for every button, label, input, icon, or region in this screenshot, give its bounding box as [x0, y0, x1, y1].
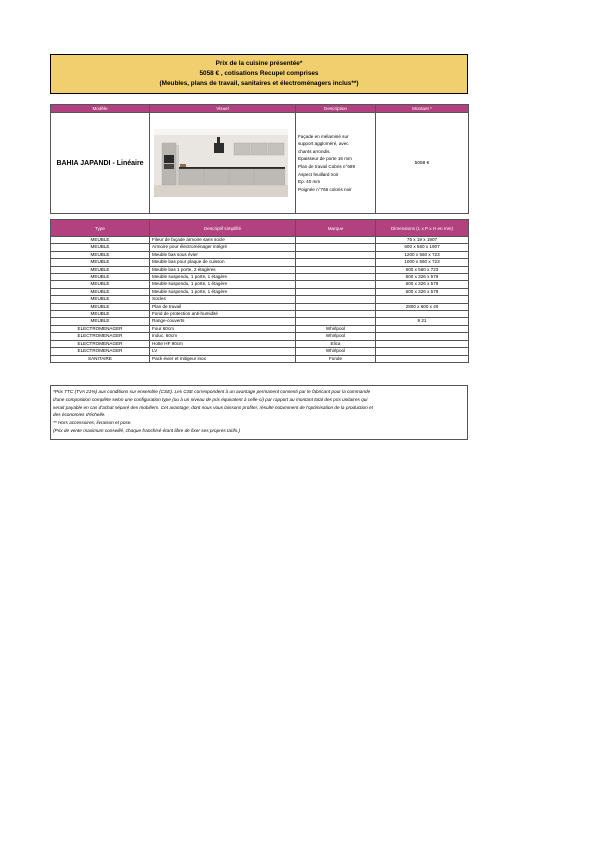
row-desc: Induc. 60cm: [150, 333, 296, 340]
row-brand: [296, 274, 376, 281]
table-row: [51, 355, 469, 362]
table-row: [51, 303, 469, 310]
banner-line-1: Prix de la cuisine présentée*: [215, 60, 303, 67]
row-dims: 9 21: [376, 318, 469, 325]
row-desc: Meuble suspendu, 1 porte, 1 étagère: [150, 281, 296, 288]
footnote-line: *Prix TTC (TVA 21%) aux conditions sur ensemble (CSE). Les CSE correspondent à un avantage permanent consenti par le fabricant pour la commande: [53, 389, 371, 394]
footnote-line: des économies d'échelle.: [53, 412, 106, 418]
row-brand: [296, 237, 376, 244]
row-type: ELECTROMENAGER: [51, 325, 150, 332]
row-brand: Fonde: [296, 355, 376, 362]
footnotes: [50, 385, 468, 440]
row-dims: [376, 325, 469, 332]
row-type: MEUBLE: [51, 266, 150, 273]
desc-line: Ep. 40 mm: [298, 179, 321, 185]
table-row: [51, 348, 469, 355]
header-dimensions: Dimensions (L x P x H en mm): [376, 220, 469, 237]
header-description: Description: [296, 105, 376, 113]
row-type: MEUBLE: [51, 281, 150, 288]
amount-value: 5058 €: [376, 113, 469, 214]
table-row: [51, 237, 469, 244]
banner-line-3: (Meubles, plans de travail, sanitaires et électroménagers inclus**): [159, 80, 359, 87]
desc-line: Poignée n°766 coloris noir: [298, 186, 352, 192]
table-row: [51, 340, 469, 347]
desc-line: Epaisseur de porte 16 mm: [298, 156, 352, 162]
row-desc: Plan de travail: [150, 303, 296, 310]
row-desc: Meuble suspendu, 1 porte, 1 étagère: [150, 274, 296, 281]
row-desc: Meuble bas sous évier: [150, 251, 296, 258]
table-row: [51, 259, 469, 266]
row-brand: [296, 266, 376, 273]
table-row: [51, 318, 469, 325]
row-type: MEUBLE: [51, 251, 150, 258]
row-brand: Elica: [296, 340, 376, 347]
header-amount: Montant *: [376, 105, 469, 113]
table-row: [51, 325, 469, 332]
row-dims: 600 x 326 x 579: [376, 281, 469, 288]
row-type: MEUBLE: [51, 274, 150, 281]
row-desc: Meuble bas 1 porte, 2 étagères: [150, 266, 296, 273]
details-table: [50, 219, 469, 363]
table-row: [51, 311, 469, 318]
row-dims: [376, 348, 469, 355]
header-visual: Visuel: [150, 105, 296, 113]
row-brand: Whirlpool: [296, 348, 376, 355]
row-type: SANITAIRE: [51, 355, 150, 362]
row-brand: [296, 303, 376, 310]
row-desc: Pack évier et mitigeur inox: [150, 355, 296, 362]
header-simplified-desc: Descriptif simplifié: [150, 220, 296, 237]
row-desc: Fond de protection anti-humidité: [150, 311, 296, 318]
desc-line: Façade en mélaminé sur: [298, 133, 349, 139]
table-row: [51, 266, 469, 273]
row-desc: Socles: [150, 296, 296, 303]
row-desc: Four 60cm: [150, 325, 296, 332]
row-dims: 2800 x 600 x 40: [376, 303, 469, 310]
row-brand: [296, 244, 376, 251]
row-type: MEUBLE: [51, 288, 150, 295]
row-dims: 1000 x 560 x 723: [376, 259, 469, 266]
row-desc: Range-couverts: [150, 318, 296, 325]
table-row: [51, 296, 469, 303]
table-row: [51, 333, 469, 340]
row-type: MEUBLE: [51, 259, 150, 266]
row-brand: [296, 296, 376, 303]
row-type: MEUBLE: [51, 237, 150, 244]
row-type: MEUBLE: [51, 244, 150, 251]
table-row: [51, 281, 469, 288]
row-brand: [296, 281, 376, 288]
row-desc: Meuble bas pour plaque de cuisson: [150, 259, 296, 266]
row-desc: LV: [150, 348, 296, 355]
footnote-line: serait payable en cas d'achat séparé des mobiliers. Cet avantage, dont nous vous laissons profiter, résulte notamment de l'optimisation de la production et: [53, 404, 373, 410]
row-desc: Meuble suspendu, 1 porte, 1 étagère: [150, 288, 296, 295]
table-row: [51, 251, 469, 258]
row-dims: 600 x 326 x 579: [376, 288, 469, 295]
desc-line: Aspect feuillard noir: [298, 171, 339, 177]
row-desc: Fileur de façade armoire sans socle: [150, 237, 296, 244]
row-dims: [376, 355, 469, 362]
row-dims: 600 x 560 x 1907: [376, 244, 469, 251]
row-type: ELECTROMENAGER: [51, 340, 150, 347]
footnote-line: ** Hors accessoires, livraison et pose.: [53, 420, 132, 426]
model-name: BAHIA JAPANDI - Linéaire: [51, 113, 150, 214]
row-brand: Whirlpool: [296, 325, 376, 332]
row-type: MEUBLE: [51, 318, 150, 325]
row-brand: [296, 259, 376, 266]
row-dims: 75 x 19 x 1907: [376, 237, 469, 244]
kitchen-render-image: [154, 129, 288, 197]
row-type: MEUBLE: [51, 303, 150, 310]
row-brand: [296, 251, 376, 258]
table-row: [51, 274, 469, 281]
desc-line: support aggloméré, avec: [298, 141, 349, 147]
desc-line: Plan de travail Cobris n°689: [298, 164, 355, 169]
row-desc: Hotte HF 90cm: [150, 340, 296, 347]
row-dims: 600 x 326 x 579: [376, 274, 469, 281]
table-row: [51, 288, 469, 295]
row-dims: [376, 311, 469, 318]
banner-line-2: 5058 € , cotisations Recupel comprises: [199, 70, 319, 77]
row-type: MEUBLE: [51, 296, 150, 303]
header-model: Modèle: [51, 105, 150, 113]
row-desc: Armoire pour électroménager intégré: [150, 244, 296, 251]
row-type: ELECTROMENAGER: [51, 333, 150, 340]
row-dims: [376, 296, 469, 303]
description-cell: [296, 113, 376, 214]
summary-table: [50, 104, 469, 214]
footnote-line: d'une composition complète selon une configuration type (ou à un niveau de prix équivalent à celle-ci) par rapport au montant total des prix unitaires qui: [53, 396, 368, 402]
row-dims: [376, 333, 469, 340]
row-dims: 1200 x 560 x 723: [376, 251, 469, 258]
price-banner: [50, 54, 468, 94]
footnote-line: (Prix de vente maximum conseillé, chaque franchisé étant libre de fixer ses propres tarifs.): [53, 427, 241, 433]
row-brand: [296, 311, 376, 318]
header-type: Type: [51, 220, 150, 237]
table-row: [51, 244, 469, 251]
row-brand: [296, 288, 376, 295]
row-dims: 600 x 560 x 723: [376, 266, 469, 273]
row-brand: Whirlpool: [296, 333, 376, 340]
kitchen-visual: [150, 113, 296, 214]
row-dims: [376, 340, 469, 347]
row-type: ELECTROMENAGER: [51, 348, 150, 355]
row-type: MEUBLE: [51, 311, 150, 318]
header-brand: Marque: [296, 220, 376, 237]
desc-line: chants arrondis.: [298, 148, 331, 154]
row-brand: [296, 318, 376, 325]
